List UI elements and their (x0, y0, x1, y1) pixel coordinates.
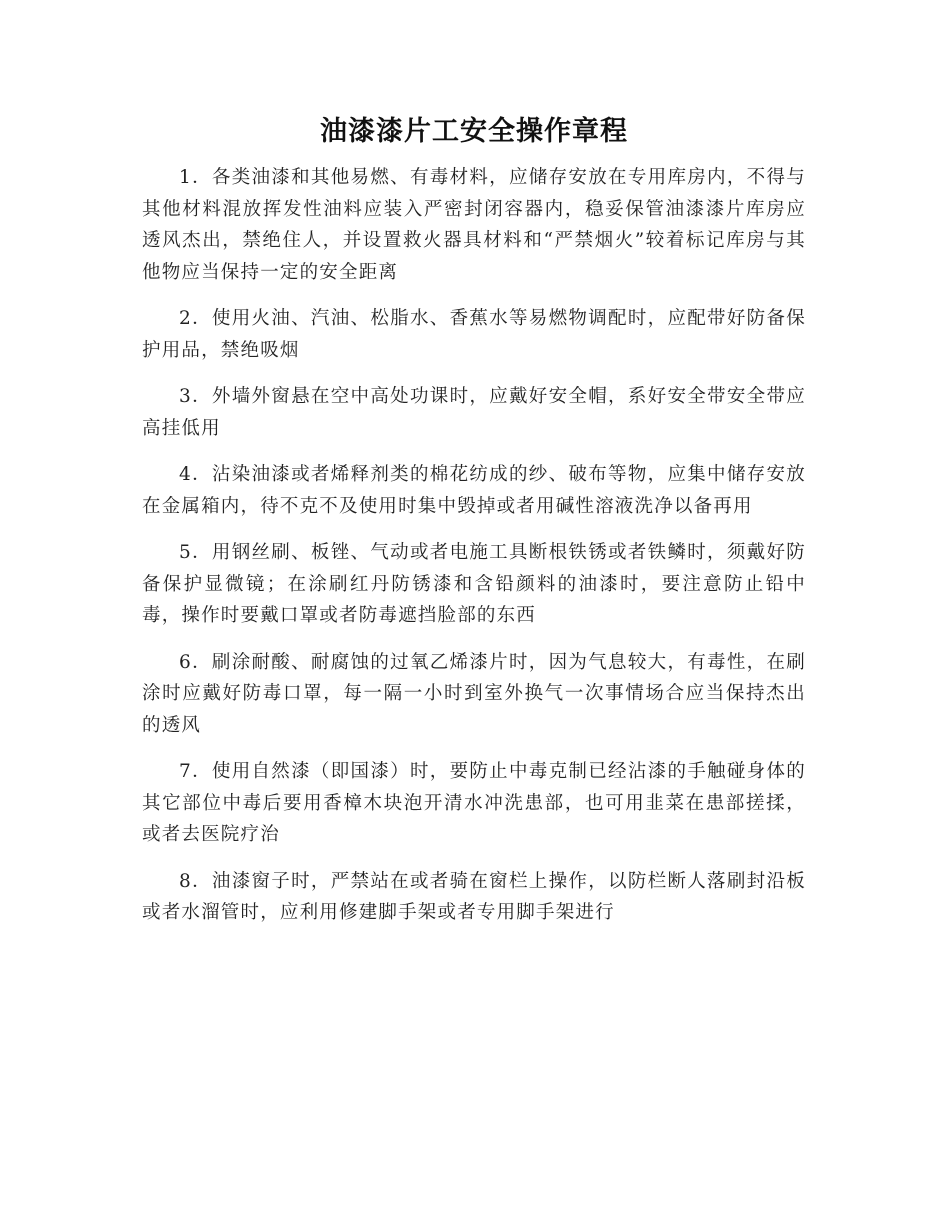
paragraph-3: 3．外墙外窗悬在空中高处功课时，应戴好安全帽，系好安全带安全带应高挂低用 (142, 386, 806, 439)
paragraph-5: 5．用钢丝刷、板锉、气动或者电施工具断根铁锈或者铁鳞时，须戴好防备保护显微镜；在涂刷红丹防锈漆和含铅颜料的油漆时，要注意防止铅中毒，操作时要戴口罩或者防毒遮挡脸部的东西 (142, 542, 806, 626)
paragraph-4: 4．沾染油漆或者烯释剂类的棉花纺成的纱、破布等物，应集中储存安放在金属箱内，待不克不及使用时集中毁掉或者用碱性溶液洗净以备再用 (142, 464, 806, 517)
document-title: 油漆漆片工安全操作章程 (320, 116, 628, 147)
paragraph-8: 8．油漆窗子时，严禁站在或者骑在窗栏上操作，以防栏断人落刷封沿板或者水溜管时，应利用修建脚手架或者专用脚手架进行 (142, 870, 806, 923)
paragraph-1: 1．各类油漆和其他易燃、有毒材料，应储存安放在专用库房内，不得与其他材料混放挥发性油料应装入严密封闭容器内，稳妥保管油漆漆片库房应透风杰出，禁绝住人，并设置救火器具材料和“严禁烟火”较着标记库房与其他物应当保持一定的安全距离 (142, 167, 806, 283)
document-body (142, 112, 806, 944)
paragraph-7: 7．使用自然漆（即国漆）时，要防止中毒克制已经沾漆的手触碰身体的其它部位中毒后要用香樟木块泡开清水冲洗患部，也可用韭菜在患部搓揉，或者去医院疗治 (142, 761, 806, 845)
paragraph-6: 6．刷涂耐酸、耐腐蚀的过氧乙烯漆片时，因为气息较大，有毒性，在刷涂时应戴好防毒口罩，每一隔一小时到室外换气一次事情场合应当保持杰出的透风 (142, 651, 806, 736)
paragraph-2: 2．使用火油、汽油、松脂水、香蕉水等易燃物调配时，应配带好防备保护用品，禁绝吸烟 (142, 308, 806, 361)
